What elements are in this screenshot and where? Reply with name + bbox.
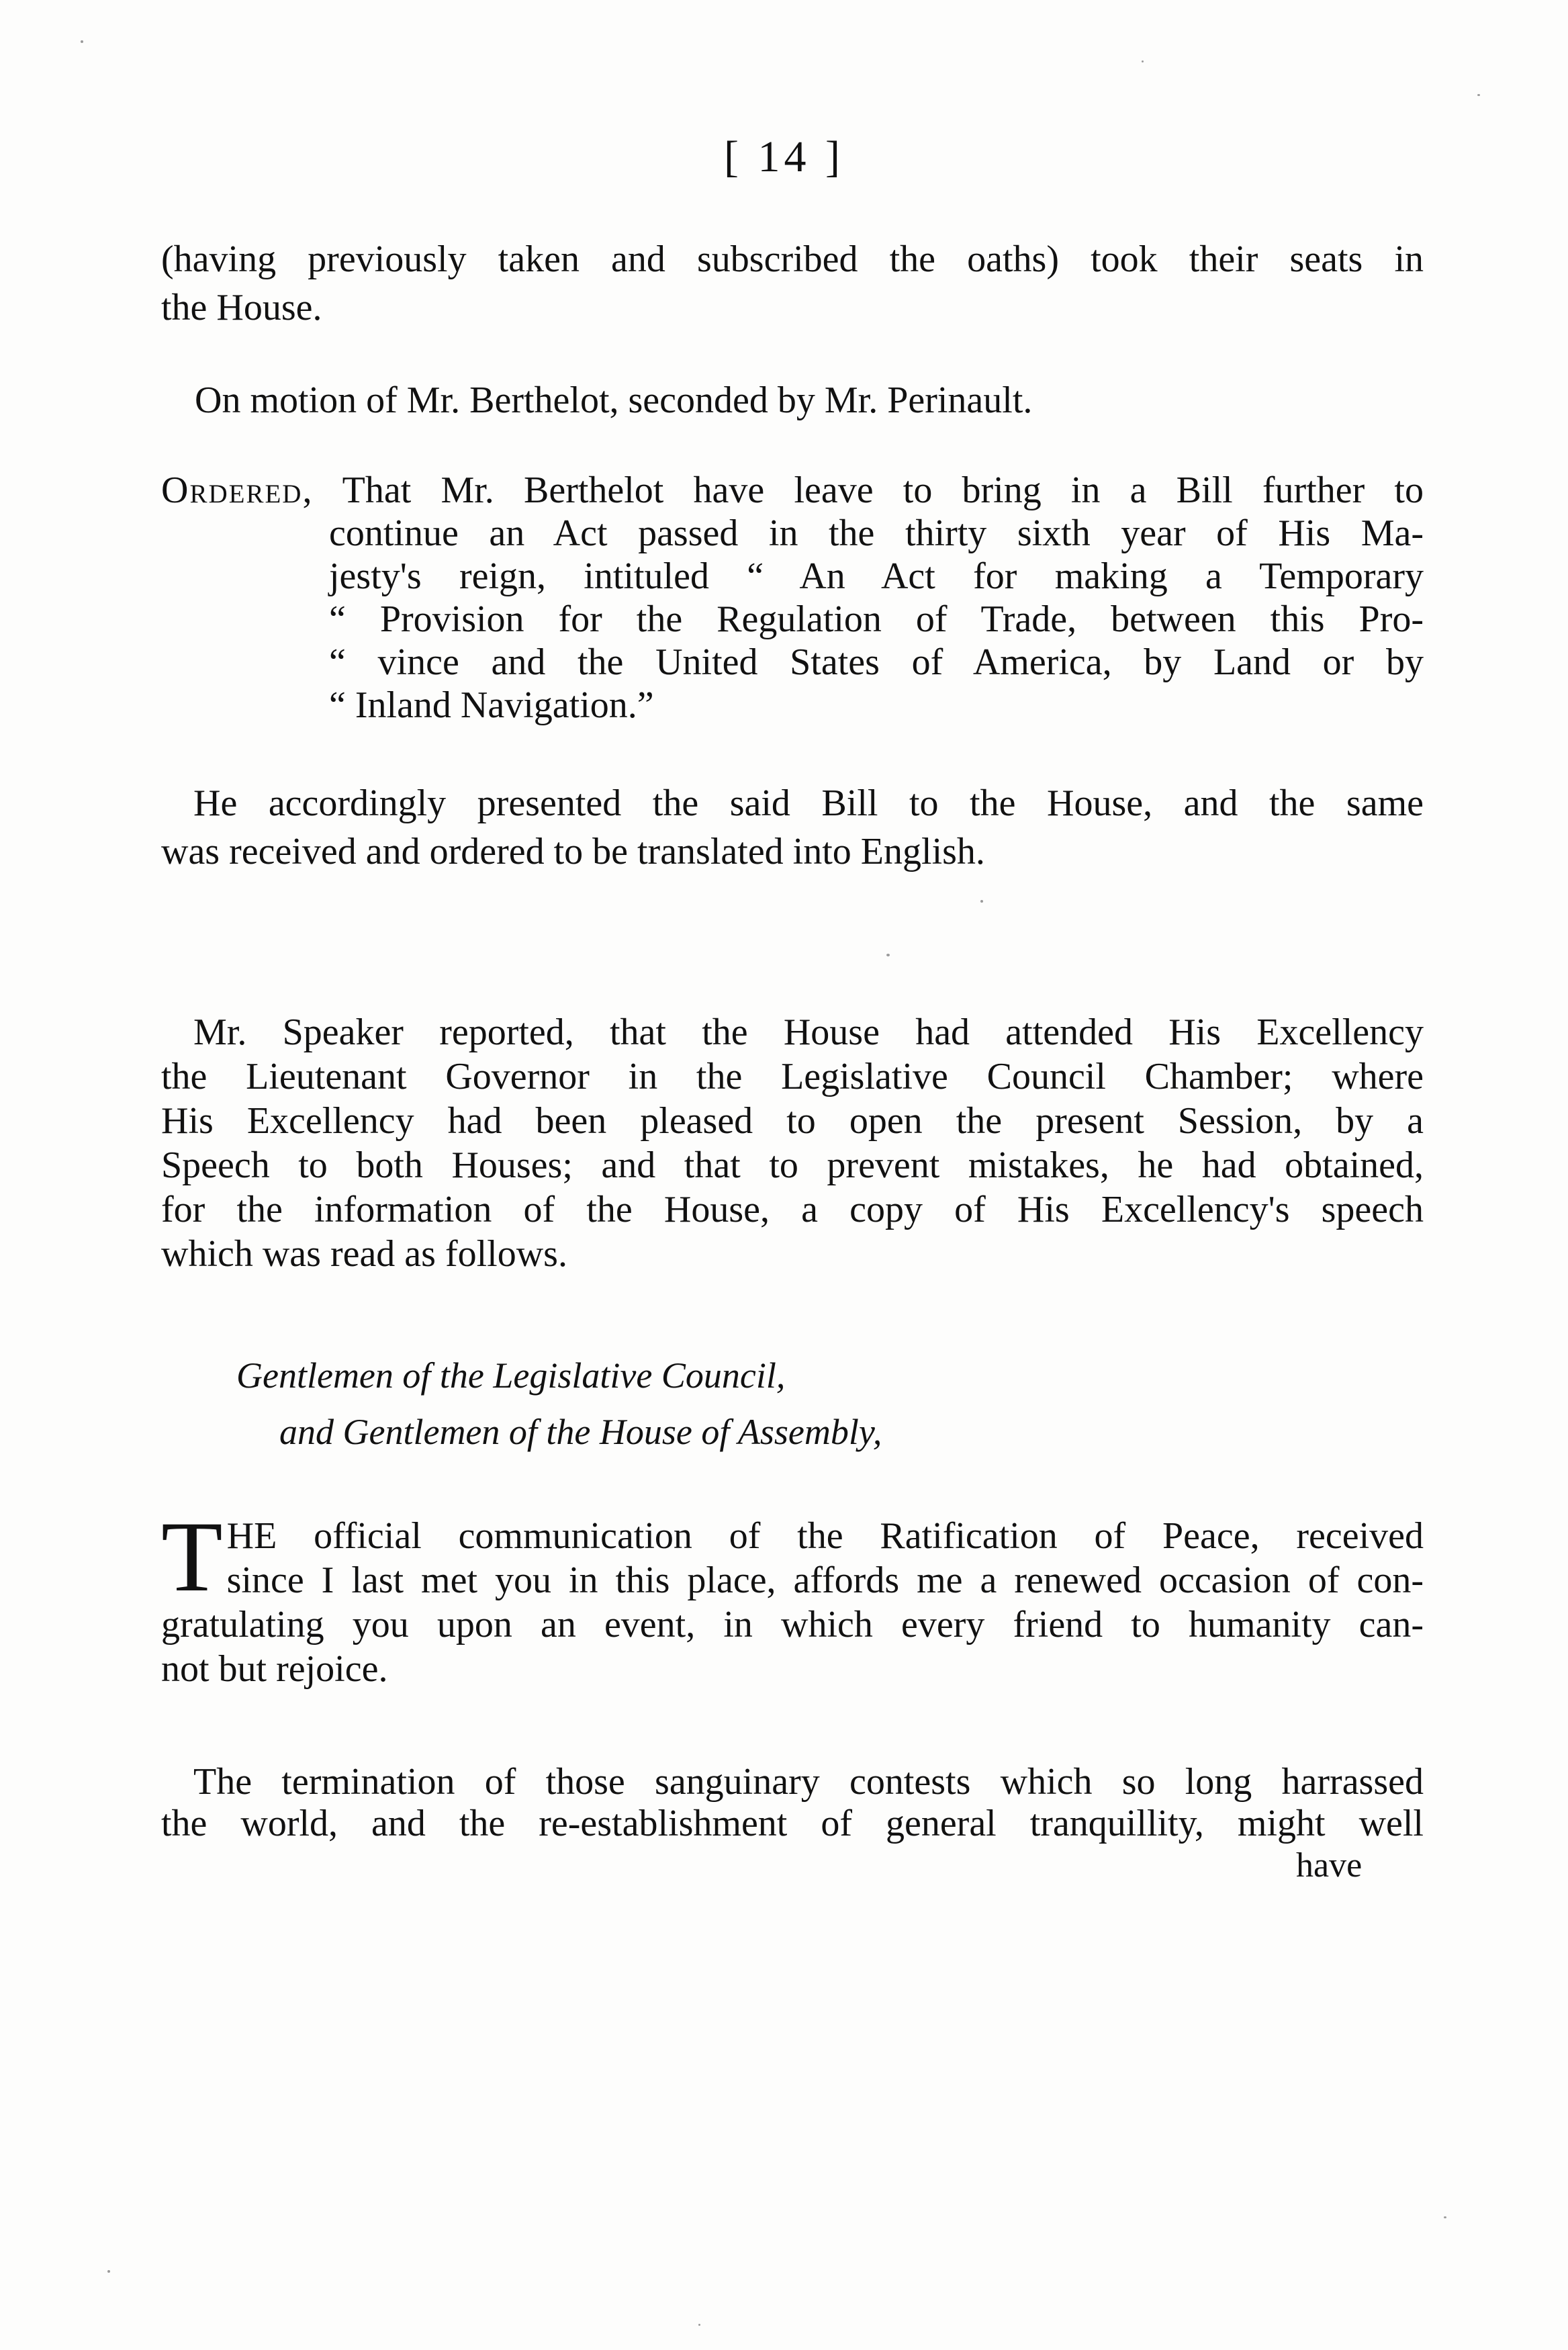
text-line: not but rejoice. — [161, 1648, 388, 1690]
speaker-report-paragraph — [161, 1010, 1424, 1276]
ordered-first-line-text: That Mr. Berthelot have leave to bring in a Bill further to — [342, 469, 1424, 511]
text-line: since I last met you in this place, affords me a renewed occasion of con- — [226, 1560, 1424, 1601]
text-line: Speech to both Houses; and that to prevent mistakes, he had obtained, — [161, 1144, 1424, 1186]
salutation-line-1: Gentlemen of the Legislative Council, — [236, 1355, 786, 1396]
text-line: the world, and the re-establishment of general tranquillity, might well — [161, 1803, 1424, 1844]
catchword: have — [1296, 1846, 1363, 1885]
text-line: The termination of those sanguinary contests which so long harrassed — [193, 1761, 1424, 1803]
text-line: “ Provision for the Regulation of Trade, between this Pro- — [329, 598, 1424, 640]
speech-opening-paragraph — [161, 1501, 1424, 1691]
text-line: “ Inland Navigation.” — [329, 684, 654, 726]
bill-presented-paragraph — [161, 779, 1424, 876]
paper-speck — [980, 900, 983, 903]
text-line: HE official communication of the Ratification of Peace, received — [226, 1515, 1424, 1557]
text-line: continue an Act passed in the thirty sixth year of His Ma- — [329, 512, 1424, 554]
text-line: for the information of the House, a copy of His Excellency's speech — [161, 1189, 1424, 1230]
paper-speck — [886, 954, 890, 956]
ordered-first-line — [161, 469, 1424, 512]
paper-speck — [698, 2324, 700, 2326]
paper-speck — [1444, 2216, 1446, 2218]
paper-speck — [107, 2270, 110, 2273]
text-line: On motion of Mr. Berthelot, seconded by Mr. Perinault. — [195, 379, 1033, 421]
text-line: which was read as follows. — [161, 1233, 567, 1275]
text-line: His Excellency had been pleased to open the present Session, by a — [161, 1100, 1424, 1142]
text-line: jesty's reign, intituled “ An Act for making a Temporary — [329, 555, 1424, 597]
text-line: the House. — [161, 287, 322, 328]
motion-paragraph — [195, 376, 1457, 424]
paragraph-continuation — [161, 235, 1424, 332]
text-line: “ vince and the United States of America, by Land or by — [329, 641, 1424, 683]
paper-speck — [81, 40, 83, 43]
salutation-line-2: and Gentlemen of the House of Assembly, — [279, 1412, 882, 1452]
speech-second-paragraph — [161, 1761, 1424, 1844]
text-line: the Lieutenant Governor in the Legislative Council Chamber; where — [161, 1056, 1424, 1097]
page-number-header: [ 14 ] — [724, 132, 844, 181]
ordered-label: Ordered, — [161, 469, 314, 511]
text-line: He accordingly presented the said Bill to the House, and the same — [193, 782, 1424, 824]
paper-speck — [1142, 60, 1144, 62]
text-line: was received and ordered to be translated into English. — [161, 831, 985, 872]
text-line: (having previously taken and subscribed the oaths) took their seats in — [161, 238, 1424, 280]
drop-cap: T — [161, 1501, 223, 1613]
text-line: gratulating you upon an event, in which every friend to humanity can- — [161, 1604, 1424, 1645]
paper-speck — [1477, 94, 1480, 96]
text-line: Mr. Speaker reported, that the House had attended His Excellency — [193, 1011, 1424, 1053]
ordered-paragraph — [161, 469, 1424, 727]
